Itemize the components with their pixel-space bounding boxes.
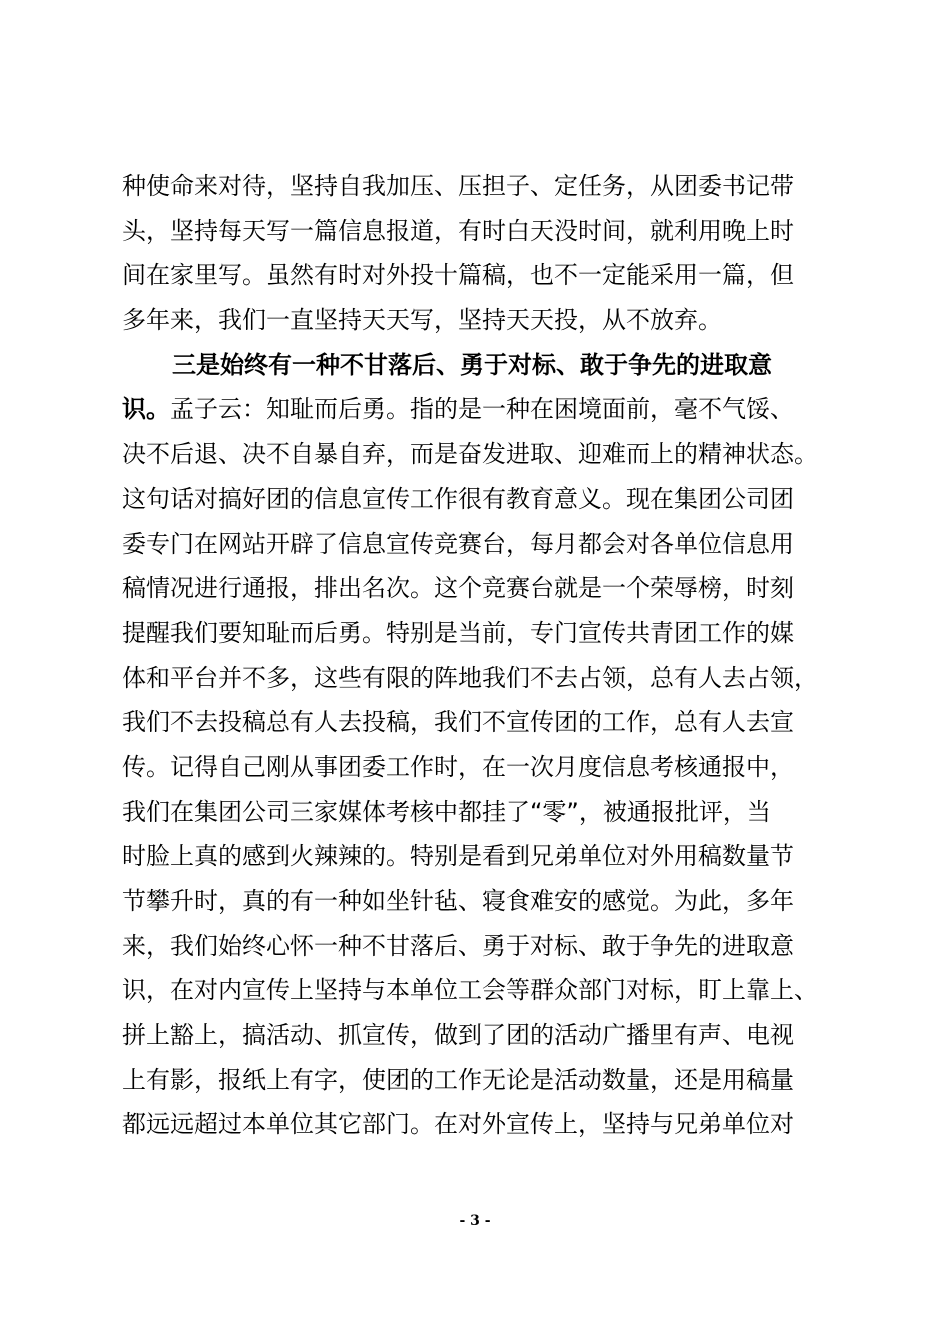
page-number: - 3 - [459,1213,491,1229]
text-line: 我们在集团公司三家媒体考核中都挂了“零”，被通报批评，当 [122,797,771,826]
text-line: 节攀升时，真的有一种如坐针毡、寝食难安的感觉。为此，多年 [122,887,794,915]
text-line: 识，在对内宣传上坚持与本单位工会等群众部门对标，盯上靠上、 [122,976,818,1005]
text-line: 时脸上真的感到火辣辣的。特别是看到兄弟单位对外用稿数量节 [122,842,794,871]
text-run: 孟子云：知耻而后勇。指的是一种在困境面前，毫不气馁、 [170,395,794,424]
text-line: 间在家里写。虽然有时对外投十篇稿，也不一定能采用一篇，但 [122,261,794,290]
text-line: 传。记得自己刚从事团委工作时，在一次月度信息考核通报中， [122,752,794,781]
paragraph-heading-end: 识。 [122,395,170,424]
text-line: 这句话对搞好团的信息宣传工作很有教育意义。现在集团公司团 [122,484,794,513]
paragraph-heading: 三是始终有一种不甘落后、勇于对标、敢于争先的进取意 [172,350,772,379]
text-line: 多年来，我们一直坚持天天写，坚持天天投，从不放弃。 [122,306,722,335]
text-line [122,387,832,432]
text-line: 提醒我们要知耻而后勇。特别是当前，专门宣传共青团工作的媒 [122,618,794,647]
text-line: 上有影，报纸上有字，使团的工作无论是活动数量，还是用稿量 [122,1065,794,1094]
text-line: 委专门在网站开辟了信息宣传竞赛台，每月都会对各单位信息用 [122,529,794,558]
text-line: 我们不去投稿总有人去投稿，我们不宣传团的工作，总有人去宣 [122,708,794,737]
text-line: 拼上豁上，搞活动、抓宣传，做到了团的活动广播里有声、电视 [122,1021,794,1050]
text-line: 种使命来对待，坚持自我加压、压担子、定任务，从团委书记带 [122,172,794,200]
text-line: 体和平台并不多，这些有限的阵地我们不去占领，总有人去占领， [122,663,818,692]
text-line: 都远远超过本单位其它部门。在对外宣传上，坚持与兄弟单位对 [122,1110,794,1139]
text-line: 来，我们始终心怀一种不甘落后、勇于对标、敢于争先的进取意 [122,931,794,960]
body-text [122,164,832,1147]
text-line: 决不后退、决不自暴自弃，而是奋发进取、迎难而上的精神状态。 [122,440,818,469]
text-line: 头，坚持每天写一篇信息报道，有时白天没时间，就利用晚上时 [122,216,794,245]
text-line: 稿情况进行通报，排出名次。这个竞赛台就是一个荣辱榜，时刻 [122,574,794,603]
